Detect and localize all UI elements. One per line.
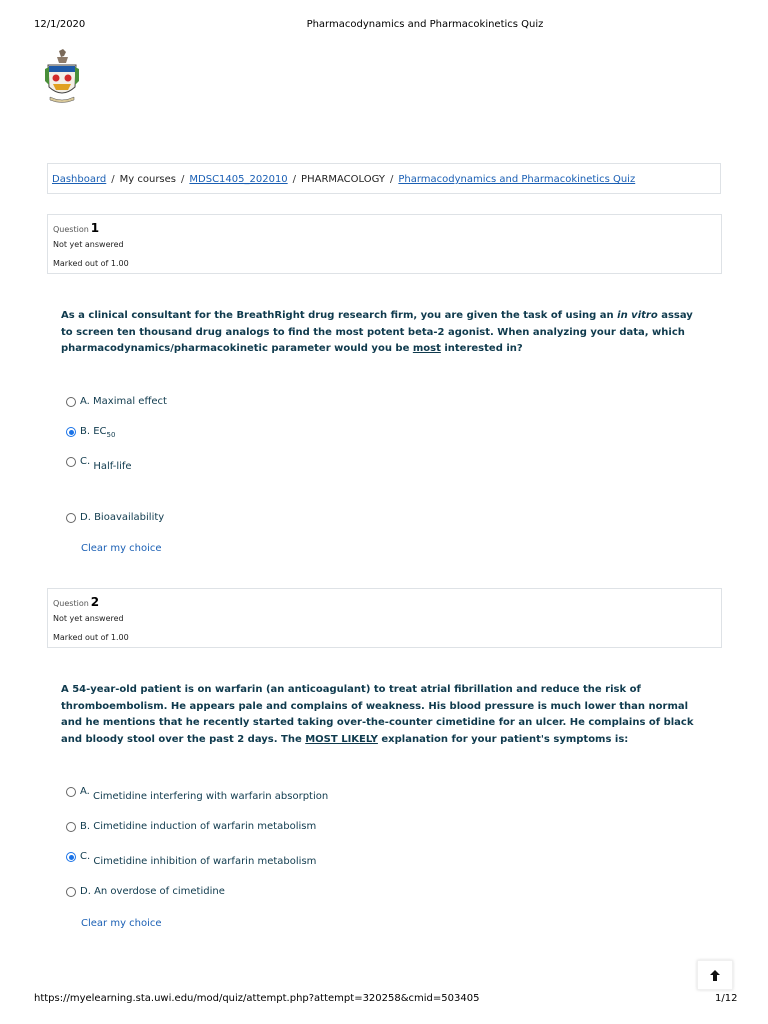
question-1-info [47, 214, 722, 274]
radio-button[interactable] [66, 457, 76, 467]
breadcrumb-separator: / [292, 174, 297, 185]
question-marks: Marked out of 1.00 [53, 259, 129, 268]
breadcrumb-quiz-link[interactable]: Pharmacodynamics and Pharmacokinetics Quiz [398, 174, 636, 185]
breadcrumb-separator: / [111, 174, 115, 185]
question-1-text: As a clinical consultant for the BreathRight drug research firm, you are given the task of using an in vitro assay to screen ten thousand drug analogs to find the most potent beta-2 agonist. When analyzing your data, which pharmacodynamics/pharmacokinetic parameter would you be most interested in? [61, 310, 693, 354]
q2-option-a[interactable]: A. Cimetidine interfering with warfarin absorption [66, 786, 328, 800]
arrow-up-icon [710, 970, 720, 981]
question-status: Not yet answered [53, 614, 124, 623]
university-crest-logo[interactable] [42, 47, 82, 105]
q2-option-d[interactable]: D. An overdose of cimetidine [66, 886, 225, 900]
scroll-to-top-button[interactable] [697, 960, 733, 990]
radio-button[interactable] [66, 513, 76, 523]
question-number: Question 2 [53, 595, 100, 609]
q1-option-a[interactable]: A. Maximal effect [66, 396, 167, 410]
breadcrumb-separator: / [181, 174, 185, 185]
q1-clear-choice-link[interactable]: Clear my choice [81, 543, 162, 554]
print-date: 12/1/2020 [34, 19, 86, 30]
question-status: Not yet answered [53, 240, 124, 249]
question-2-text: A 54-year-old patient is on warfarin (an anticoagulant) to treat atrial fibrillation and reduce the risk of thromboembolism. He appears pale and complains of weakness. His blood pressure is much lower than normal and he mentions that he recently started taking over-the-counter cimetidine for an ulcer. He complains of black and bloody stool over the past 2 days. The MOST LIKELY explanation for your patient's symptoms is: [61, 684, 694, 745]
breadcrumb [47, 163, 721, 194]
question-marks: Marked out of 1.00 [53, 633, 129, 642]
breadcrumb-course-link[interactable]: MDSC1405_202010 [189, 174, 288, 185]
radio-button[interactable] [66, 397, 76, 407]
q2-clear-choice-link[interactable]: Clear my choice [81, 918, 162, 929]
q1-option-d[interactable]: D. Bioavailability [66, 512, 164, 526]
radio-button-selected[interactable] [66, 852, 76, 862]
question-2-info [47, 588, 722, 648]
breadcrumb-section: PHARMACOLOGY [301, 174, 385, 185]
radio-button-selected[interactable] [66, 427, 76, 437]
q1-option-c[interactable]: C. Half-life [66, 456, 132, 470]
print-url: https://myelearning.sta.uwi.edu/mod/quiz/attempt.php?attempt=320258&cmid=503405 [34, 993, 480, 1004]
breadcrumb-my-courses: My courses [119, 174, 177, 185]
q1-option-b[interactable]: B. $EC_{50}$ [66, 426, 115, 440]
q2-option-c[interactable]: C. Cimetidine inhibition of warfarin metabolism [66, 851, 316, 865]
radio-button[interactable] [66, 887, 76, 897]
question-number: Question 1 [53, 221, 100, 235]
breadcrumb-dashboard-link[interactable]: Dashboard [52, 174, 107, 185]
q2-option-b[interactable]: B. Cimetidine induction of warfarin metabolism [66, 821, 316, 835]
radio-button[interactable] [66, 787, 76, 797]
breadcrumb-separator: / [389, 174, 394, 185]
radio-button[interactable] [66, 822, 76, 832]
print-title: Pharmacodynamics and Pharmacokinetics Quiz [306, 19, 544, 30]
print-page-number: 1/12 [715, 993, 738, 1004]
